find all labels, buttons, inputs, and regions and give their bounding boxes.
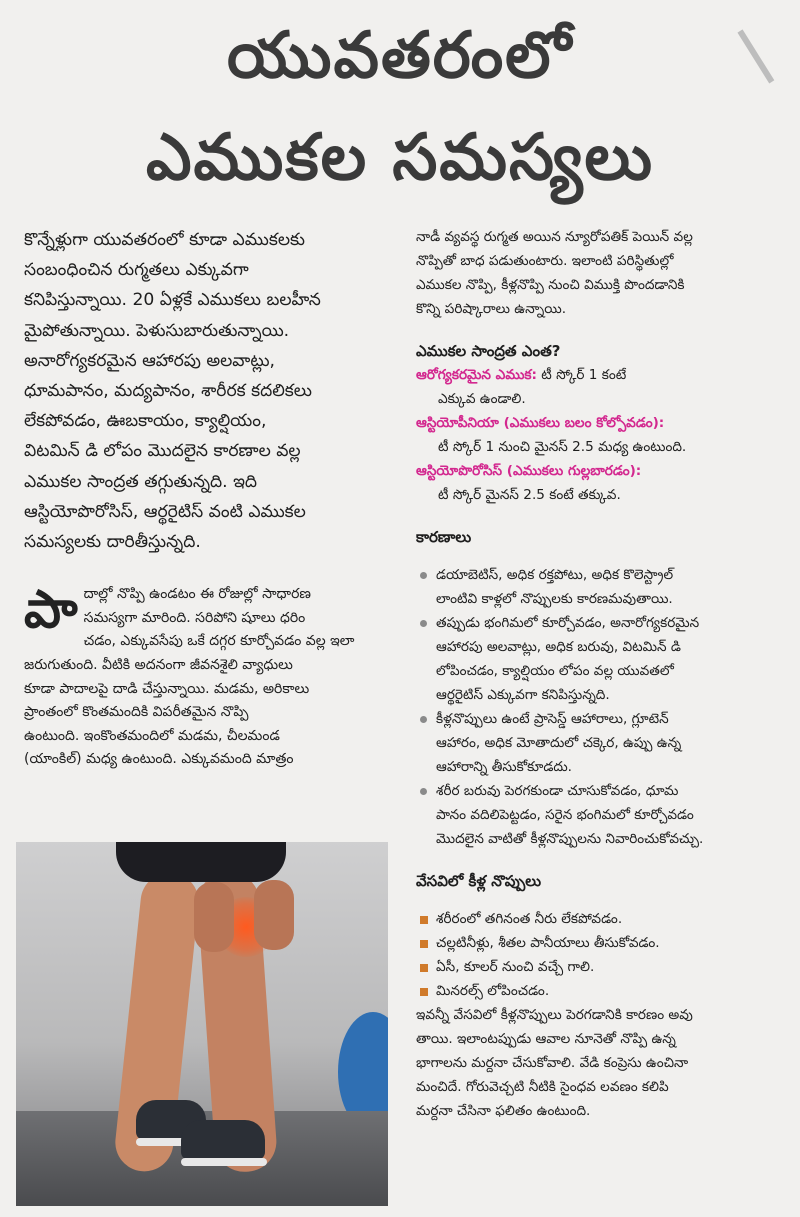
list-item	[416, 563, 788, 611]
hand-left	[194, 882, 234, 952]
knee-pain-photo	[16, 842, 388, 1206]
summer-heading: వేసవిలో కీళ్ల నొప్పులు	[416, 872, 542, 890]
feet-line: ఉంటుంది. ఇంకొంతమందిలో మడమ, చీలమండ	[24, 727, 280, 744]
density-label: ఆస్టియోపీనియా (ఎముకలు బలం కోల్పోవడం):	[416, 415, 665, 431]
list-item-line: పానం వదిలిపెట్టడం, సరైన భంగిమలో కూర్చోవడం	[436, 807, 694, 823]
summer-closing-line: ఇవన్నీ వేసవిలో కీళ్లనొప్పులు పెరగడానికి కారణం అవు	[416, 1007, 693, 1023]
density-text: టీ స్కోర్ 1 కంటే	[536, 367, 627, 383]
lead-line: మైపోతున్నాయి. పెళుసుబారుతున్నాయి.	[24, 320, 290, 341]
left-column	[24, 225, 394, 772]
density-text: టీ స్కోర్ 1 నుంచి మైనస్ 2.5 మధ్య ఉంటుంది.	[438, 439, 687, 455]
list-item-line: ఆహారాన్ని తీసుకోకూడదు.	[436, 759, 573, 775]
list-item-line: కీళ్లనొప్పులు ఉంటే ప్రాసెస్డ్ ఆహారాలు, గ్లూటెన్	[436, 711, 669, 727]
list-item-line: మొదలైన వాటితో కీళ్లనొప్పులను నివారించుకోవచ్చు.	[436, 831, 704, 847]
feet-line: ప్రాంతంలో కొంతమందికి విపరీతమైన నొప్పి	[24, 704, 249, 721]
list-item-line: తప్పుడు భంగిమలో కూర్చోవడం, అనారోగ్యకరమైన	[436, 615, 700, 631]
density-item	[416, 411, 788, 435]
list-item-line: ఆహారం, అధిక మోతాదులో చక్కెర, ఉప్పు ఉన్న	[436, 735, 682, 751]
lead-paragraph	[24, 225, 394, 557]
intro-line: నొప్పితో బాధ పడుతుంటారు. ఇలాంటి పరిస్థితుల్లో	[416, 253, 674, 269]
lead-line: ఆస్టియోపొరోసిస్, ఆర్థరైటిస్ వంటి ఎముకల	[24, 501, 306, 522]
density-label: ఆస్టియోపొరోసిస్ (ఎముకలు గుల్లబారడం):	[416, 463, 642, 479]
lead-line: విటమిన్ డి లోపం మొదలైన కారణాల వల్ల	[24, 441, 301, 462]
list-item-line: లోపించడం, క్యాల్షియం లోపం వల్ల యువతలో	[436, 663, 674, 679]
lead-line: సమస్యలకు దారితీస్తున్నది.	[24, 532, 201, 553]
feet-line: దాల్లో నొప్పి ఉండటం ఈ రోజుల్లో సాధారణ	[83, 586, 311, 603]
list-item-line: ఆహారపు అలవాట్లు, అధిక బరువు, విటమిన్ డి	[436, 639, 681, 655]
right-column	[416, 225, 788, 1123]
list-item-line: శరీర బరువు పెరగకుండా చూసుకోవడం, ధూమ	[436, 783, 679, 799]
lead-line: కనిపిస్తున్నాయి. 20 ఏళ్లకే ఎముకలు బలహీన	[24, 290, 321, 311]
density-item	[416, 459, 788, 483]
lead-line: అనారోగ్యకరమైన ఆహారపు అలవాట్లు,	[24, 350, 276, 371]
list-item: చల్లటినీళ్లు, శీతల పానీయాలు తీసుకోవడం.	[416, 931, 788, 955]
lead-line: సంబంధించిన రుగ్మతలు ఎక్కువగా	[24, 260, 249, 281]
list-item	[416, 707, 788, 779]
summer-closing-line: మంచిదే. గోరువెచ్చటి నీటికి సైంధవ లవణం కలిపి	[416, 1079, 669, 1095]
density-heading: ఎముకల సాంద్రత ఎంత?	[416, 342, 561, 360]
drop-cap: పా	[24, 580, 78, 641]
summer-list	[416, 907, 788, 1003]
list-item	[416, 779, 788, 851]
intro-line: నాడీ వ్యవస్థ రుగ్మత అయిన న్యూరోపతిక్ పెయిన్ వల్ల	[416, 229, 693, 245]
list-item-line: లాంటివి కాళ్లలో నొప్పులకు కారణమవుతాయి.	[436, 591, 673, 607]
summer-closing-line: తాయి. ఇలాంటప్పుడు ఆవాల నూనెతో నొప్పి ఉన్న	[416, 1031, 676, 1047]
right-shoe	[181, 1120, 265, 1160]
density-text: ఎక్కువ ఉండాలి.	[438, 391, 526, 407]
lead-line: ఎముకల సాంద్రత తగ్గుతున్నది. ఇది	[24, 471, 258, 492]
list-item: శరీరంలో తగినంత నీరు లేకపోవడం.	[416, 907, 788, 931]
feet-paragraph	[24, 580, 394, 772]
lead-line: లేకపోవడం, ఊబకాయం, క్యాల్షియం,	[24, 411, 267, 432]
list-item: ఏసీ, కూలర్ నుంచి వచ్చే గాలి.	[416, 955, 788, 979]
feet-line: చడం, ఎక్కువసేపు ఒకే దగ్గర కూర్చోవడం వల్ల ఇలా	[83, 633, 355, 650]
list-item-line: డయాబెటిస్, అధిక రక్తపోటు, అధిక కొలెస్ట్రాల్	[436, 567, 674, 583]
right-shoe-sole	[181, 1158, 267, 1166]
causes-list	[416, 563, 788, 851]
headline-line-1: యువతరంలో	[227, 19, 573, 93]
feet-line: (యాంకిల్) మధ్య ఉంటుంది. ఎక్కువమంది మాత్రం	[24, 751, 294, 768]
lead-line: కొన్నేళ్లుగా యువతరంలో కూడా ఎముకలకు	[24, 230, 305, 250]
feet-line: జరుగుతుంది. వీటికి అదనంగా జీవనశైలి వ్యాధులు	[24, 657, 293, 674]
list-item	[416, 611, 788, 707]
intro-line: కొన్ని పరిష్కారాలు ఉన్నాయి.	[416, 301, 567, 317]
summer-closing-line: మర్దనా చేసినా ఫలితం ఉంటుంది.	[416, 1103, 591, 1119]
list-item: మినరల్స్ లోపించడం.	[416, 979, 788, 1003]
feet-line: కూడా పాదాలపై దాడి చేస్తున్నాయి. మడమ, అరికాలు	[24, 680, 310, 697]
lead-line: ధూమపానం, మద్యపానం, శారీరక కదలికలు	[24, 381, 312, 402]
feet-line: సమస్యగా మారింది. సరిపోని షూలు ధరిం	[83, 609, 306, 626]
density-label: ఆరోగ్యకరమైన ఎముక:	[416, 367, 537, 383]
summer-closing-line: భాగాలను మర్దనా చేసుకోవాలి. వేడి కంప్రెసు ఉంచినా	[416, 1055, 689, 1071]
hand-right	[254, 880, 294, 950]
density-text: టీ స్కోర్ మైనస్ 2.5 కంటే తక్కువ.	[438, 487, 621, 503]
intro-line: ఎముకల నొప్పి, కీళ్లనొప్పి నుంచి విముక్తి పొందడానికి	[416, 277, 685, 293]
causes-heading: కారణాలు	[416, 528, 472, 546]
density-item	[416, 363, 788, 387]
headline-line-2: ఎముకల సమస్యలు	[145, 121, 655, 195]
list-item-line: ఆర్థరైటిస్ ఎక్కువగా కనిపిస్తున్నది.	[436, 687, 610, 703]
shorts	[116, 842, 286, 882]
